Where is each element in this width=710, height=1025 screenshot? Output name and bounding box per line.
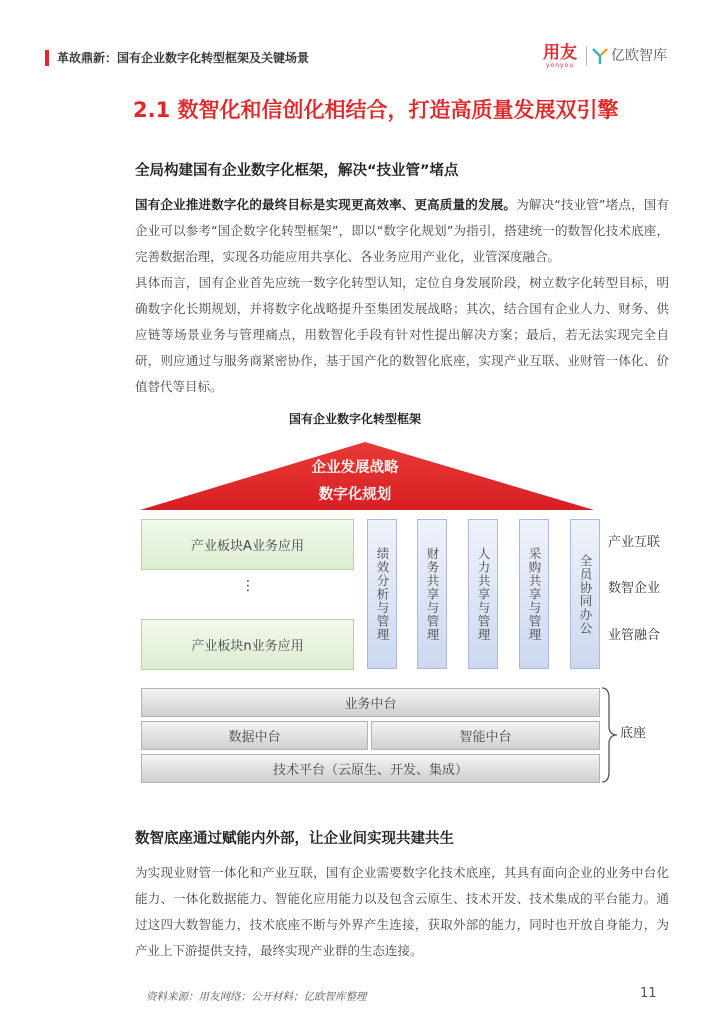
- app-box-sector-n: 产业板块n业务应用: [141, 619, 354, 670]
- shared-function-hr: 人力共享与管理: [468, 519, 498, 669]
- report-title: 革故鼎新：国有企业数字化转型框架及关键场景: [57, 51, 310, 65]
- yonyou-logo: 用友 yonyou: [543, 43, 577, 69]
- platform-business: 业务中台: [141, 688, 600, 717]
- paragraph-goal-bold: 国有企业推进数字化的最终目标是实现更高效率、更高质量的发展。: [135, 197, 517, 212]
- paragraph-steps: 具体而言，国有企业首先应统一数字化转型认知，定位自身发展阶段，树立数字化转型目标，明确数字化长期规划，并将数字化战略提升至集团发展战略；其次，结合国有企业人力、财务、供应链等场景业务与管理痛点，用数智化手段有针对性提出解决方案；最后，若无法实现完全自研，则应通过与服务商紧密协作，基于国产化的数智化底座，实现产业互联、业财管一体化、价值替代等目标。: [135, 275, 669, 394]
- iyiou-logo: 亿欧智库: [592, 46, 667, 66]
- apps-ellipsis: ⋮: [241, 578, 255, 594]
- paragraph-goal-rest: 为解决“技业管”堵点，国有企业可以参考“国企数字化转型框架”，即以“数字化规划”为指引，搭建统一的数智化技术底座，完善数据治理，实现各功能应用共享化、各业务应用产业化，业管深度融合。: [135, 197, 669, 264]
- label-business-management-fusion: 业管融合: [608, 628, 661, 643]
- platform-data: 数据中台: [141, 721, 368, 750]
- roof-strategy-label: 企业发展战略: [311, 460, 399, 476]
- logo-divider: [586, 46, 587, 66]
- shared-function-performance: 绩效分析与管理: [367, 519, 397, 669]
- figure-title: 国有企业数字化转型框架: [288, 412, 421, 426]
- shared-function-procurement: 采购共享与管理: [519, 519, 549, 669]
- section-title: 2.1 数智化和信创化相结合，打造高质量发展双引擎: [133, 98, 619, 122]
- app-box-sector-a: 产业板块A业务应用: [141, 519, 354, 570]
- iyiou-mark-icon: [592, 47, 608, 65]
- paragraph-foundation: 为实现业财管一体化和产业互联，国有企业需要数字化技术底座，其具有面向企业的业务中台化能力、一体化数据能力、智能化应用能力以及包含云原生、技术开发、技术集成的平台能力。通过这四大数智能力，技术底座不断与外界产生连接，获取外部的能力，同时也开放自身能力，为产业上下游提供支持，最终实现产业群的生态连接。: [135, 865, 669, 958]
- source-note: 资料来源：用友网络；公开材料；亿欧智库整理: [146, 991, 367, 1003]
- page-number: 11: [640, 986, 657, 1001]
- platform-intelligence: 智能中台: [371, 721, 600, 750]
- base-brace: [600, 686, 620, 784]
- shared-function-collaboration: 全员协同办公: [570, 519, 600, 669]
- paragraph-goal: [135, 192, 669, 270]
- header-accent-bar: [45, 50, 49, 66]
- label-industry-interconnect: 产业互联: [608, 535, 661, 550]
- base-label: 底座: [620, 726, 647, 741]
- subsection-title-foundation: 数智底座通过赋能内外部，让企业间实现共建共生: [135, 831, 454, 847]
- label-digital-enterprise: 数智企业: [608, 581, 661, 596]
- shared-function-finance: 财务共享与管理: [417, 519, 447, 669]
- platform-technology: 技术平台（云原生、开发、集成）: [141, 754, 600, 783]
- subsection-title-framework: 全局构建国有企业数字化框架，解决“技业管”堵点: [135, 163, 459, 179]
- roof-planning-label: 数字化规划: [318, 487, 392, 503]
